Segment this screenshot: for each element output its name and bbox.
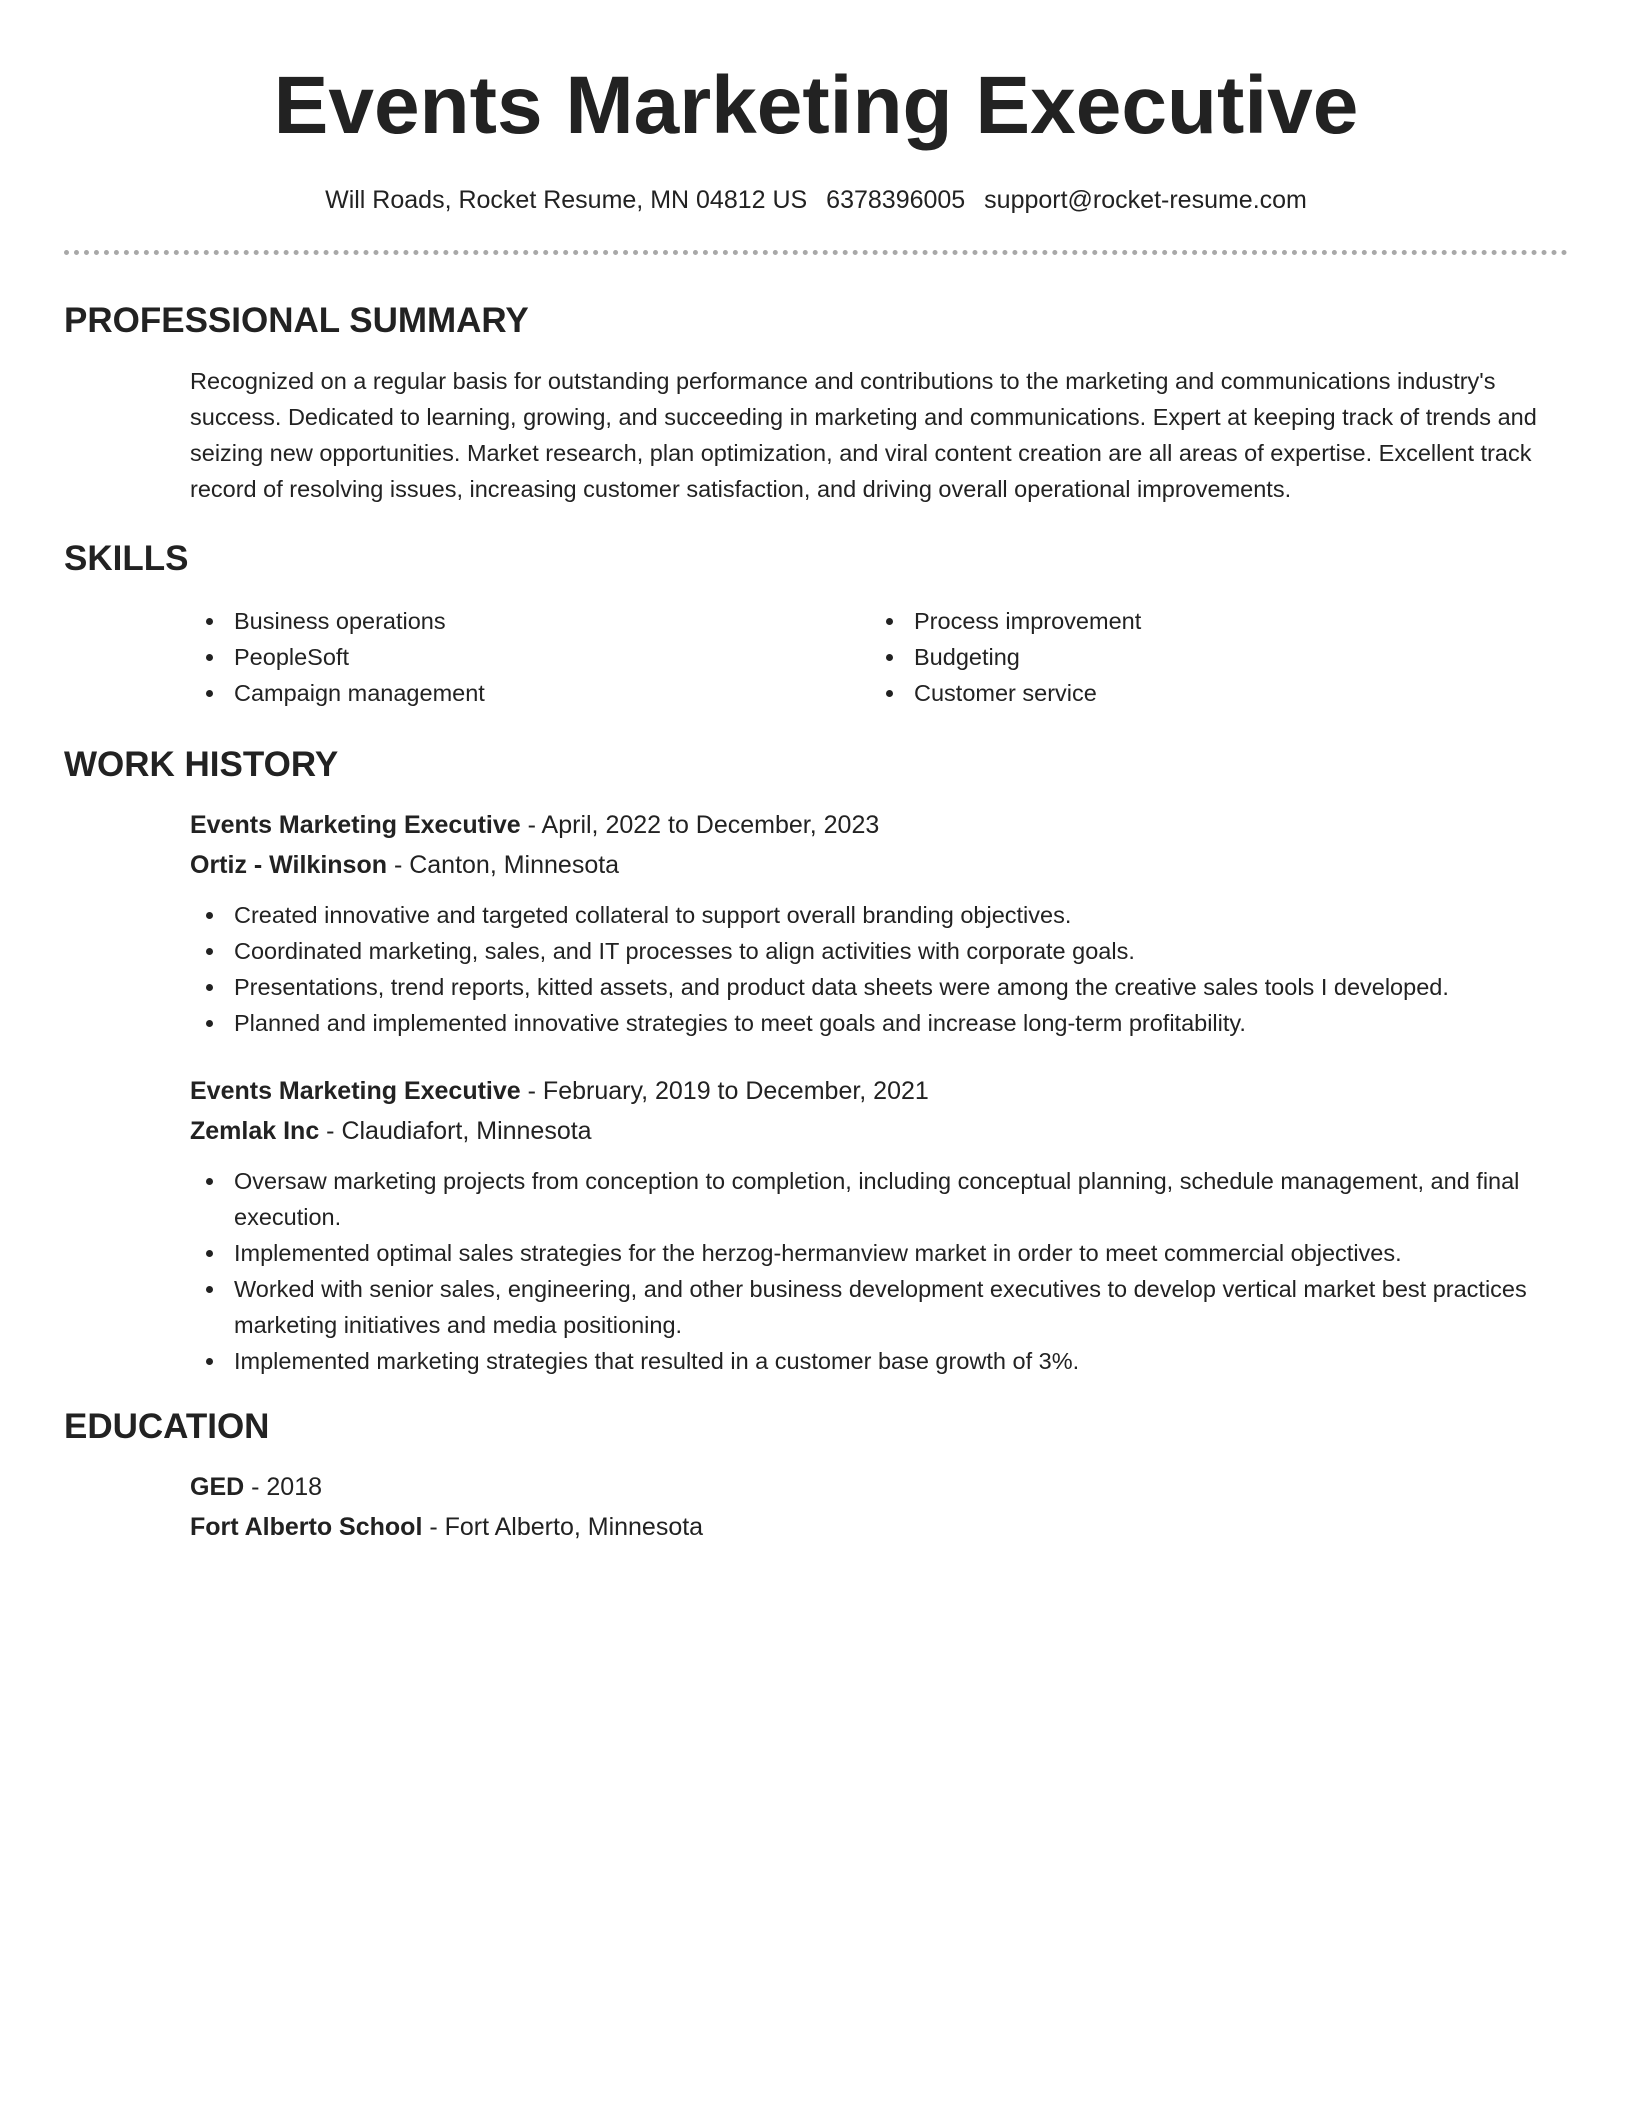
job-bullet: Created innovative and targeted collateral to support overall branding objectives.: [190, 897, 1570, 933]
job-company-line: [190, 1111, 1568, 1151]
contact-phone: 6378396005: [826, 186, 966, 214]
summary-text: Recognized on a regular basis for outstanding performance and contributions to the marketing and communications industry's success. Dedicated to learning, growing, and succeeding in marketing and communications. Expert at keeping track of trends and seizing new opportunities. Market research, plan optimization, and viral content creation are all areas of expertise. Excellent track record of resolving issues, increasing customer satisfaction, and driving overall operational improvements.: [190, 368, 1537, 502]
education-location: - Fort Alberto, Minnesota: [422, 1513, 704, 1541]
education-heading: EDUCATION: [64, 1407, 270, 1446]
job-entry: [190, 1071, 1568, 1379]
skill-item: Budgeting: [870, 639, 1550, 675]
job-title-line: [190, 805, 1568, 845]
skill-item: Customer service: [870, 675, 1550, 711]
job-location: - Canton, Minnesota: [387, 851, 620, 879]
education-degree: GED: [190, 1473, 245, 1501]
resume-page: [64, 0, 1568, 1547]
education-school: Fort Alberto School: [190, 1513, 423, 1541]
job-responsibilities: [190, 1163, 1570, 1379]
skill-item: Process improvement: [870, 603, 1550, 639]
job-entry: [190, 805, 1568, 1041]
skills-heading: SKILLS: [64, 539, 189, 578]
summary-heading: PROFESSIONAL SUMMARY: [64, 301, 529, 340]
skills-column-right: [870, 603, 1550, 711]
job-dates: - April, 2022 to December, 2023: [520, 811, 880, 839]
job-title: Events Marketing Executive: [190, 1077, 521, 1105]
skills-list: [190, 603, 1568, 711]
education-degree-line: [190, 1467, 1568, 1507]
job-company: Ortiz - Wilkinson: [190, 851, 387, 879]
skill-item: PeopleSoft: [190, 639, 870, 675]
job-company-line: [190, 845, 1568, 885]
education-year: - 2018: [244, 1473, 323, 1501]
job-bullet: Oversaw marketing projects from conception to completion, including conceptual planning, schedule management, and final execution.: [190, 1163, 1570, 1235]
job-bullet: Presentations, trend reports, kitted assets, and product data sheets were among the creative sales tools I developed.: [190, 969, 1570, 1005]
contact-address: Will Roads, Rocket Resume, MN 04812 US: [325, 186, 808, 214]
job-bullet: Worked with senior sales, engineering, and other business development executives to develop vertical market best practices marketing initiatives and media positioning.: [190, 1271, 1570, 1343]
job-bullet: Implemented optimal sales strategies for the herzog-hermanview market in order to meet commercial objectives.: [190, 1235, 1570, 1271]
skill-item: Business operations: [190, 603, 870, 639]
work-history-heading: WORK HISTORY: [64, 745, 339, 784]
header-divider: [64, 250, 1568, 255]
job-bullet: Coordinated marketing, sales, and IT processes to align activities with corporate goals.: [190, 933, 1570, 969]
job-title: Events Marketing Executive: [190, 811, 521, 839]
contact-info: [64, 184, 1568, 216]
resume-title: Events Marketing Executive: [273, 60, 1359, 151]
job-bullet: Planned and implemented innovative strategies to meet goals and increase long-term profitability.: [190, 1005, 1570, 1041]
job-location: - Claudiafort, Minnesota: [319, 1117, 592, 1145]
education-school-line: [190, 1507, 1568, 1547]
skills-column-left: [190, 603, 870, 711]
skill-item: Campaign management: [190, 675, 870, 711]
job-bullet: Implemented marketing strategies that resulted in a customer base growth of 3%.: [190, 1343, 1570, 1379]
job-title-line: [190, 1071, 1568, 1111]
education-entry: [190, 1467, 1568, 1547]
job-dates: - February, 2019 to December, 2021: [520, 1077, 929, 1105]
job-company: Zemlak Inc: [190, 1117, 320, 1145]
contact-email: support@rocket-resume.com: [984, 186, 1307, 214]
job-responsibilities: [190, 897, 1570, 1041]
